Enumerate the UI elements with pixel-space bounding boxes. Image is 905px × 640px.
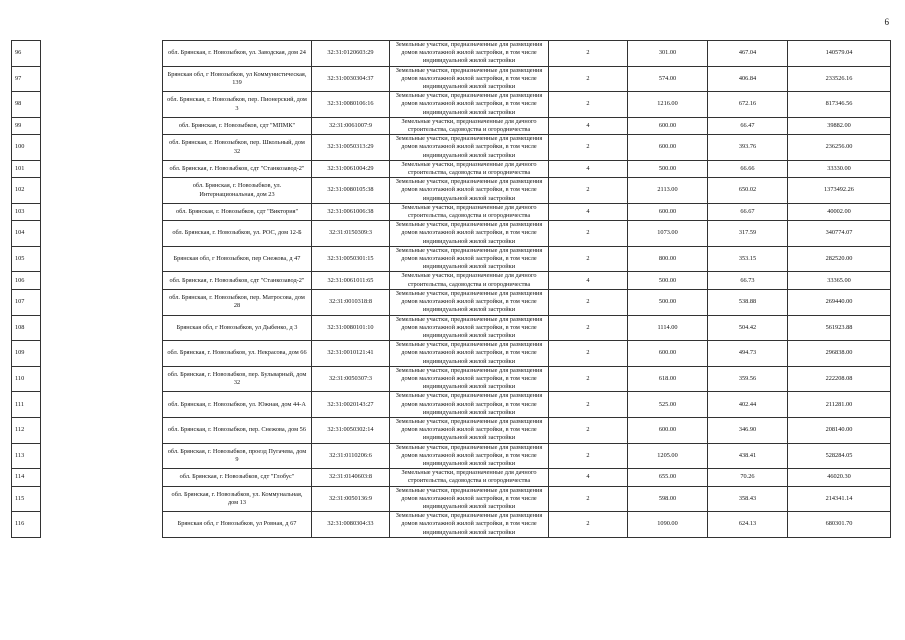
land-use-cell: Земельные участки, предназначенные для дачного строительства, садоводства и огородничества bbox=[390, 117, 549, 134]
specific-value-cell: 66.67 bbox=[708, 203, 788, 220]
specific-value-cell: 504.42 bbox=[708, 315, 788, 341]
cadastral-value-cell: 214341.14 bbox=[788, 486, 891, 512]
table-row bbox=[12, 486, 891, 512]
table-row bbox=[12, 315, 891, 341]
group-cell: 4 bbox=[549, 160, 628, 177]
area-cell: 800.00 bbox=[628, 246, 708, 272]
area-cell: 500.00 bbox=[628, 160, 708, 177]
group-cell: 2 bbox=[549, 512, 628, 538]
cadastral-number-cell: 32:31:0050313:29 bbox=[312, 135, 390, 161]
row-number: 98 bbox=[12, 92, 41, 118]
address-cell: обл. Брянская, г. Новозыбков, ул. Интернациональная, дом 23 bbox=[163, 178, 312, 204]
specific-value-cell: 66.73 bbox=[708, 272, 788, 289]
row-number: 105 bbox=[12, 246, 41, 272]
area-cell: 1205.00 bbox=[628, 443, 708, 469]
specific-value-cell: 402.44 bbox=[708, 392, 788, 418]
table-row bbox=[12, 289, 891, 315]
row-number: 99 bbox=[12, 117, 41, 134]
land-use-cell: Земельные участки, предназначенные для размещения домов малоэтажной жилой застройки, в том числе индивидуальной жилой застройки bbox=[390, 221, 549, 247]
spacer-cell bbox=[41, 443, 163, 469]
area-cell: 1114.00 bbox=[628, 315, 708, 341]
address-cell: обл. Брянская, г. Новозыбков, сдт "Станкозавод-2" bbox=[163, 160, 312, 177]
cadastral-value-cell: 208140.00 bbox=[788, 417, 891, 443]
cadastral-number-cell: 32:31:0080304:33 bbox=[312, 512, 390, 538]
table-row bbox=[12, 160, 891, 177]
address-cell: обл. Брянская, г. Новозыбков, пер. Снежова, дом 56 bbox=[163, 417, 312, 443]
specific-value-cell: 70.26 bbox=[708, 469, 788, 486]
cadastral-number-cell: 32:31:0050136:9 bbox=[312, 486, 390, 512]
spacer-cell bbox=[41, 272, 163, 289]
group-cell: 2 bbox=[549, 246, 628, 272]
cadastral-value-cell: 39882.00 bbox=[788, 117, 891, 134]
spacer-cell bbox=[41, 366, 163, 392]
spacer-cell bbox=[41, 66, 163, 92]
land-use-cell: Земельные участки, предназначенные для размещения домов малоэтажной жилой застройки, в том числе индивидуальной жилой застройки bbox=[390, 486, 549, 512]
area-cell: 600.00 bbox=[628, 203, 708, 220]
table-row bbox=[12, 443, 891, 469]
cadastral-value-cell: 33365.00 bbox=[788, 272, 891, 289]
table-row bbox=[12, 417, 891, 443]
cadastral-value-cell: 282520.00 bbox=[788, 246, 891, 272]
cadastral-number-cell: 32:31:0020143:27 bbox=[312, 392, 390, 418]
spacer-cell bbox=[41, 469, 163, 486]
table-row bbox=[12, 469, 891, 486]
address-cell: обл. Брянская, г. Новозыбков, проезд Пугачева, дом 9 bbox=[163, 443, 312, 469]
group-cell: 2 bbox=[549, 66, 628, 92]
address-cell: обл. Брянская, г. Новозыбков, сдт "Виктория" bbox=[163, 203, 312, 220]
address-cell: обл. Брянская, г. Новозыбков, пер. Пионерский, дом 3 bbox=[163, 92, 312, 118]
land-use-cell: Земельные участки, предназначенные для размещения домов малоэтажной жилой застройки, в том числе индивидуальной жилой застройки bbox=[390, 392, 549, 418]
spacer-cell bbox=[41, 221, 163, 247]
land-use-cell: Земельные участки, предназначенные для дачного строительства, садоводства и огородничества bbox=[390, 272, 549, 289]
row-number: 101 bbox=[12, 160, 41, 177]
table-row bbox=[12, 41, 891, 67]
address-cell: Брянская обл, г Новозыбков, ул Ровная, д 67 bbox=[163, 512, 312, 538]
cadastral-number-cell: 32:31:0061007:9 bbox=[312, 117, 390, 134]
spacer-cell bbox=[41, 246, 163, 272]
cadastral-value-cell: 561923.88 bbox=[788, 315, 891, 341]
row-number: 97 bbox=[12, 66, 41, 92]
specific-value-cell: 317.59 bbox=[708, 221, 788, 247]
area-cell: 2113.00 bbox=[628, 178, 708, 204]
spacer-cell bbox=[41, 135, 163, 161]
row-number: 102 bbox=[12, 178, 41, 204]
land-use-cell: Земельные участки, предназначенные для размещения домов малоэтажной жилой застройки, в том числе индивидуальной жилой застройки bbox=[390, 178, 549, 204]
group-cell: 2 bbox=[549, 366, 628, 392]
cadastral-value-cell: 233526.16 bbox=[788, 66, 891, 92]
spacer-cell bbox=[41, 315, 163, 341]
table-row bbox=[12, 341, 891, 367]
cadastral-value-cell: 211281.00 bbox=[788, 392, 891, 418]
specific-value-cell: 66.47 bbox=[708, 117, 788, 134]
table-row bbox=[12, 178, 891, 204]
specific-value-cell: 393.76 bbox=[708, 135, 788, 161]
area-cell: 500.00 bbox=[628, 289, 708, 315]
row-number: 113 bbox=[12, 443, 41, 469]
land-use-cell: Земельные участки, предназначенные для размещения домов малоэтажной жилой застройки, в том числе индивидуальной жилой застройки bbox=[390, 512, 549, 538]
row-number: 108 bbox=[12, 315, 41, 341]
address-cell: Брянская обл, г Новозыбков, пер Снежова, д 47 bbox=[163, 246, 312, 272]
specific-value-cell: 359.56 bbox=[708, 366, 788, 392]
spacer-cell bbox=[41, 392, 163, 418]
row-number: 116 bbox=[12, 512, 41, 538]
cadastral-value-cell: 1373492.26 bbox=[788, 178, 891, 204]
row-number: 103 bbox=[12, 203, 41, 220]
specific-value-cell: 406.84 bbox=[708, 66, 788, 92]
table-row bbox=[12, 366, 891, 392]
cadastral-value-cell: 40002.00 bbox=[788, 203, 891, 220]
area-cell: 1216.00 bbox=[628, 92, 708, 118]
address-cell: Брянская обл, г Новозыбков, ул Дыбенко, д 3 bbox=[163, 315, 312, 341]
area-cell: 600.00 bbox=[628, 417, 708, 443]
land-use-cell: Земельные участки, предназначенные для размещения домов малоэтажной жилой застройки, в том числе индивидуальной жилой застройки bbox=[390, 246, 549, 272]
spacer-cell bbox=[41, 117, 163, 134]
group-cell: 2 bbox=[549, 289, 628, 315]
cadastral-number-cell: 32:31:0030304:37 bbox=[312, 66, 390, 92]
specific-value-cell: 672.16 bbox=[708, 92, 788, 118]
cadastral-number-cell: 32:31:0050307:3 bbox=[312, 366, 390, 392]
area-cell: 525.00 bbox=[628, 392, 708, 418]
address-cell: обл. Брянская, г. Новозыбков, ул. РОС, дом 12-Б bbox=[163, 221, 312, 247]
row-number: 100 bbox=[12, 135, 41, 161]
row-number: 114 bbox=[12, 469, 41, 486]
row-number: 109 bbox=[12, 341, 41, 367]
land-use-cell: Земельные участки, предназначенные для дачного строительства, садоводства и огородничества bbox=[390, 469, 549, 486]
cadastral-value-cell: 528284.05 bbox=[788, 443, 891, 469]
address-cell: обл. Брянская, г. Новозыбков, пер. Матросова, дом 28 bbox=[163, 289, 312, 315]
land-use-cell: Земельные участки, предназначенные для дачного строительства, садоводства и огородничества bbox=[390, 203, 549, 220]
cadastral-value-cell: 222208.08 bbox=[788, 366, 891, 392]
address-cell: обл. Брянская, г. Новозыбков, ул. Некрасова, дом 66 bbox=[163, 341, 312, 367]
cadastral-number-cell: 32:31:0010121:41 bbox=[312, 341, 390, 367]
area-cell: 574.00 bbox=[628, 66, 708, 92]
area-cell: 655.00 bbox=[628, 469, 708, 486]
cadastral-number-cell: 32:31:0050302:14 bbox=[312, 417, 390, 443]
spacer-cell bbox=[41, 41, 163, 67]
address-cell: обл. Брянская, г. Новозыбков, сдт "Станкозавод-2" bbox=[163, 272, 312, 289]
row-number: 115 bbox=[12, 486, 41, 512]
table-row bbox=[12, 221, 891, 247]
spacer-cell bbox=[41, 160, 163, 177]
area-cell: 500.00 bbox=[628, 272, 708, 289]
group-cell: 2 bbox=[549, 92, 628, 118]
page-number: 6 bbox=[884, 17, 889, 27]
group-cell: 4 bbox=[549, 117, 628, 134]
cadastral-value-cell: 236256.00 bbox=[788, 135, 891, 161]
cadastral-value-cell: 140579.04 bbox=[788, 41, 891, 67]
cadastral-value-cell: 46020.30 bbox=[788, 469, 891, 486]
group-cell: 2 bbox=[549, 341, 628, 367]
cadastral-value-cell: 296838.00 bbox=[788, 341, 891, 367]
address-cell: обл. Брянская, г. Новозыбков, ул. Заводская, дом 24 bbox=[163, 41, 312, 67]
address-cell: Брянская обл, г Новозыбков, ул Коммунистическая, 139 bbox=[163, 66, 312, 92]
table-row bbox=[12, 246, 891, 272]
land-use-cell: Земельные участки, предназначенные для размещения домов малоэтажной жилой застройки, в том числе индивидуальной жилой застройки bbox=[390, 41, 549, 67]
group-cell: 2 bbox=[549, 315, 628, 341]
area-cell: 600.00 bbox=[628, 117, 708, 134]
cadastral-number-cell: 32:31:0110206:6 bbox=[312, 443, 390, 469]
row-number: 106 bbox=[12, 272, 41, 289]
cadastral-number-cell: 32:31:0080106:16 bbox=[312, 92, 390, 118]
land-use-cell: Земельные участки, предназначенные для размещения домов малоэтажной жилой застройки, в том числе индивидуальной жилой застройки bbox=[390, 341, 549, 367]
cadastral-number-cell: 32:31:0140603:8 bbox=[312, 469, 390, 486]
table-row bbox=[12, 117, 891, 134]
spacer-cell bbox=[41, 92, 163, 118]
address-cell: обл. Брянская, г. Новозыбков, пер. Школьный, дом 32 bbox=[163, 135, 312, 161]
specific-value-cell: 467.04 bbox=[708, 41, 788, 67]
specific-value-cell: 353.15 bbox=[708, 246, 788, 272]
area-cell: 301.00 bbox=[628, 41, 708, 67]
table-row bbox=[12, 392, 891, 418]
cadastral-number-cell: 32:31:0120603:29 bbox=[312, 41, 390, 67]
specific-value-cell: 494.73 bbox=[708, 341, 788, 367]
cadastral-number-cell: 32:31:0050301:15 bbox=[312, 246, 390, 272]
group-cell: 2 bbox=[549, 486, 628, 512]
specific-value-cell: 538.88 bbox=[708, 289, 788, 315]
land-use-cell: Земельные участки, предназначенные для размещения домов малоэтажной жилой застройки, в том числе индивидуальной жилой застройки bbox=[390, 417, 549, 443]
specific-value-cell: 358.43 bbox=[708, 486, 788, 512]
cadastral-number-cell: 32:31:0080101:10 bbox=[312, 315, 390, 341]
spacer-cell bbox=[41, 486, 163, 512]
group-cell: 2 bbox=[549, 392, 628, 418]
specific-value-cell: 66.66 bbox=[708, 160, 788, 177]
area-cell: 600.00 bbox=[628, 341, 708, 367]
table-body bbox=[12, 41, 891, 538]
land-plot-table bbox=[11, 40, 891, 538]
group-cell: 2 bbox=[549, 135, 628, 161]
group-cell: 2 bbox=[549, 221, 628, 247]
row-number: 96 bbox=[12, 41, 41, 67]
land-use-cell: Земельные участки, предназначенные для размещения домов малоэтажной жилой застройки, в том числе индивидуальной жилой застройки bbox=[390, 92, 549, 118]
area-cell: 1090.00 bbox=[628, 512, 708, 538]
spacer-cell bbox=[41, 341, 163, 367]
group-cell: 2 bbox=[549, 443, 628, 469]
cadastral-number-cell: 32:31:0150309:3 bbox=[312, 221, 390, 247]
cadastral-number-cell: 32:31:0061004:29 bbox=[312, 160, 390, 177]
table-row bbox=[12, 272, 891, 289]
specific-value-cell: 624.13 bbox=[708, 512, 788, 538]
table-row bbox=[12, 135, 891, 161]
area-cell: 598.00 bbox=[628, 486, 708, 512]
spacer-cell bbox=[41, 203, 163, 220]
group-cell: 2 bbox=[549, 41, 628, 67]
specific-value-cell: 438.41 bbox=[708, 443, 788, 469]
address-cell: обл. Брянская, г. Новозыбков, сдт "Глобус" bbox=[163, 469, 312, 486]
land-use-cell: Земельные участки, предназначенные для размещения домов малоэтажной жилой застройки, в том числе индивидуальной жилой застройки bbox=[390, 135, 549, 161]
table-row bbox=[12, 203, 891, 220]
land-use-cell: Земельные участки, предназначенные для размещения домов малоэтажной жилой застройки, в том числе индивидуальной жилой застройки bbox=[390, 289, 549, 315]
group-cell: 4 bbox=[549, 469, 628, 486]
specific-value-cell: 346.90 bbox=[708, 417, 788, 443]
group-cell: 2 bbox=[549, 178, 628, 204]
row-number: 111 bbox=[12, 392, 41, 418]
group-cell: 2 bbox=[549, 417, 628, 443]
address-cell: обл. Брянская, г. Новозыбков, сдт "МПМК" bbox=[163, 117, 312, 134]
land-use-cell: Земельные участки, предназначенные для дачного строительства, садоводства и огородничества bbox=[390, 160, 549, 177]
cadastral-value-cell: 33330.00 bbox=[788, 160, 891, 177]
row-number: 110 bbox=[12, 366, 41, 392]
table-row bbox=[12, 512, 891, 538]
land-use-cell: Земельные участки, предназначенные для размещения домов малоэтажной жилой застройки, в том числе индивидуальной жилой застройки bbox=[390, 315, 549, 341]
spacer-cell bbox=[41, 417, 163, 443]
cadastral-value-cell: 340774.07 bbox=[788, 221, 891, 247]
cadastral-value-cell: 680301.70 bbox=[788, 512, 891, 538]
land-use-cell: Земельные участки, предназначенные для размещения домов малоэтажной жилой застройки, в том числе индивидуальной жилой застройки bbox=[390, 366, 549, 392]
group-cell: 4 bbox=[549, 203, 628, 220]
cadastral-number-cell: 32:31:0010318:8 bbox=[312, 289, 390, 315]
group-cell: 4 bbox=[549, 272, 628, 289]
area-cell: 618.00 bbox=[628, 366, 708, 392]
land-use-cell: Земельные участки, предназначенные для размещения домов малоэтажной жилой застройки, в том числе индивидуальной жилой застройки bbox=[390, 66, 549, 92]
spacer-cell bbox=[41, 289, 163, 315]
area-cell: 600.00 bbox=[628, 135, 708, 161]
area-cell: 1073.00 bbox=[628, 221, 708, 247]
address-cell: обл. Брянская, г. Новозыбков, пер. Бульварный, дом 32 bbox=[163, 366, 312, 392]
cadastral-number-cell: 32:31:0061006:38 bbox=[312, 203, 390, 220]
cadastral-value-cell: 269440.00 bbox=[788, 289, 891, 315]
cadastral-number-cell: 32:31:0080105:38 bbox=[312, 178, 390, 204]
land-use-cell: Земельные участки, предназначенные для размещения домов малоэтажной жилой застройки, в том числе индивидуальной жилой застройки bbox=[390, 443, 549, 469]
address-cell: обл. Брянская, г. Новозыбков, ул. Южная, дом 44-А bbox=[163, 392, 312, 418]
row-number: 104 bbox=[12, 221, 41, 247]
table-row bbox=[12, 92, 891, 118]
specific-value-cell: 650.02 bbox=[708, 178, 788, 204]
spacer-cell bbox=[41, 178, 163, 204]
spacer-cell bbox=[41, 512, 163, 538]
row-number: 112 bbox=[12, 417, 41, 443]
table-row bbox=[12, 66, 891, 92]
cadastral-number-cell: 32:31:0061011:65 bbox=[312, 272, 390, 289]
row-number: 107 bbox=[12, 289, 41, 315]
address-cell: обл. Брянская, г. Новозыбков, ул. Коммунальная, дом 13 bbox=[163, 486, 312, 512]
cadastral-value-cell: 817346.56 bbox=[788, 92, 891, 118]
